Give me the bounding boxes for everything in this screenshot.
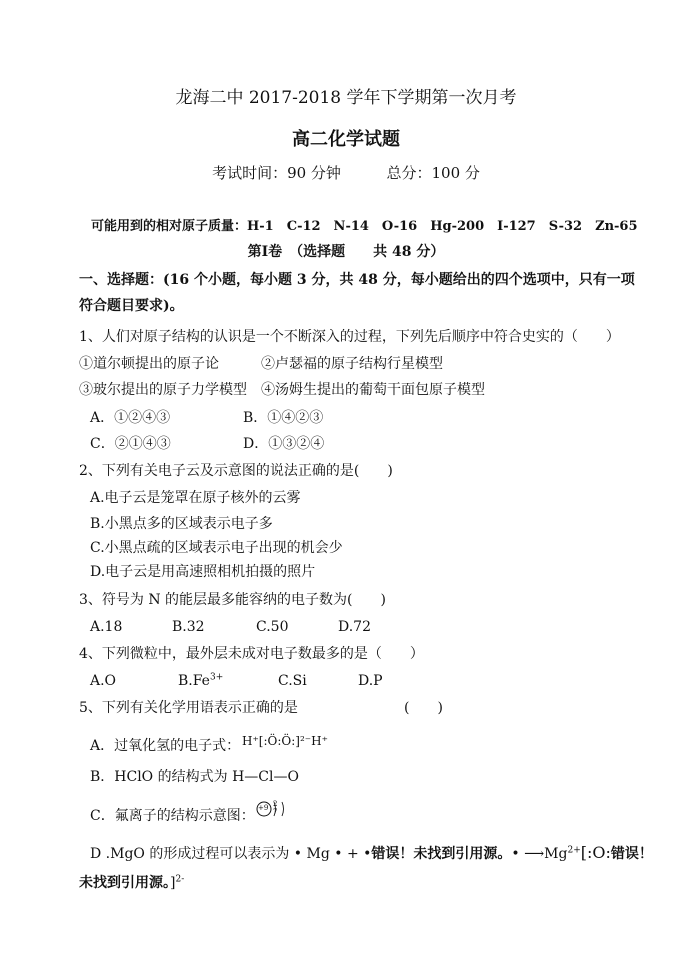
q2-option-d: D.电子云是用高速照相机拍摄的照片 [90,564,316,580]
q2-option-a: A.电子云是笼罩在原子核外的云雾 [90,490,301,506]
q3-stem: 3、符号为 N 的能层最多能容纳的电子数为( ) [79,592,386,608]
q5-option-d-oxide-charge: 2- [175,874,185,885]
q5-option-d-error3: 未找到引用源。 [79,875,170,891]
q5-option-d-error1: 错误！未找到引用源。 [371,846,512,862]
subject-title: 高二化学试题 [292,129,400,150]
q4-option-b [178,672,223,690]
q3-option-b: B.32 [172,619,205,635]
q2-option-c: C.小黑点疏的区域表示电子出现的机会少 [90,540,343,556]
school-title: 龙海二中 2017-2018 学年下学期第一次月考 [175,88,517,108]
q4-stem: 4、下列微粒中，最外层未成对电子数最多的是（ ） [79,646,424,662]
q5-option-d-error2: 错误！ [610,846,653,862]
q4-option-a: A.O [90,673,117,689]
fluoride-structure-diagram [255,799,291,821]
q1-statement-3: ③玻尔提出的原子力学模型 [79,382,247,398]
volume-title: 第Ⅰ卷 （选择题 共 48 分） [247,244,445,260]
q1-option-b: B．①④②③ [243,410,324,426]
q2-stem: 2、下列有关电子云及示意图的说法正确的是( ) [79,463,393,479]
q5-paren: ( ) [404,700,443,716]
q4-option-c: C.Si [278,673,307,689]
q5-option-d-text: D .MgO 的形成过程可以表示为 • Mg • + • [90,846,372,862]
section1-line1: 一、选择题：(16 个小题，每小题 3 分，共 48 分，每小题给出的四个选项中，只有一项 [79,272,635,288]
total-score: 总分：100 分 [386,164,480,182]
q5-option-d-line2 [79,874,184,892]
q5-stem: 5、下列有关化学用语表示正确的是 [79,700,298,716]
q4-option-b-text: B.Fe [178,673,210,689]
q3-option-d: D.72 [338,619,371,635]
section1-line2: 符合题目要求)。 [79,298,184,314]
q1-option-d: D．①③②④ [243,436,325,452]
q1-option-c: C．②①④③ [90,436,171,452]
q1-statement-1: ①道尔顿提出的原子论 [79,356,219,372]
q5-option-b: B．HClO 的结构式为 H—Cl—O [90,769,299,785]
exam-info [0,164,692,182]
q1-option-a: A．①②④③ [90,410,171,426]
q3-option-c: C.50 [256,619,289,635]
fluoride-shells: 2 7 [273,800,281,816]
fluoride-nucleus: +9 [258,804,269,812]
peroxide-formula: H⁺[:Ö:Ö:]²⁻H⁺ [242,734,328,748]
q4-option-b-charge: 3+ [209,672,224,683]
q5-option-d-close: ] [170,875,176,891]
q1-statement-4: ④汤姆生提出的葡萄干面包原子模型 [261,382,485,398]
q1-statement-2: ②卢瑟福的原子结构行星模型 [261,356,443,372]
q5-option-d-oxide: [:O: [580,843,611,862]
q5-option-d-arrow: • ⟶Mg [511,846,568,862]
q2-option-b: B.小黑点多的区域表示电子多 [90,516,273,532]
q5-option-c: C．氟离子的结构示意图： [90,808,255,824]
atomic-mass: 可能用到的相对原子质量：H-1 C-12 N-14 O-16 Hg-200 I-127 S-32 Zn-65 [91,219,638,234]
q5-option-d-line1 [90,844,653,863]
q5-option-d-mg-charge: 2+ [567,845,581,856]
exam-time: 考试时间：90 分钟 [212,164,341,182]
q4-option-d: D.P [358,673,383,689]
q1-stem: 1、人们对原子结构的认识是一个不断深入的过程，下列先后顺序中符合史实的（ ） [79,329,620,345]
q5-option-a: A．过氧化氢的电子式： [90,738,241,754]
q3-option-a: A.18 [90,619,123,635]
atomic-mass-line [91,218,638,236]
